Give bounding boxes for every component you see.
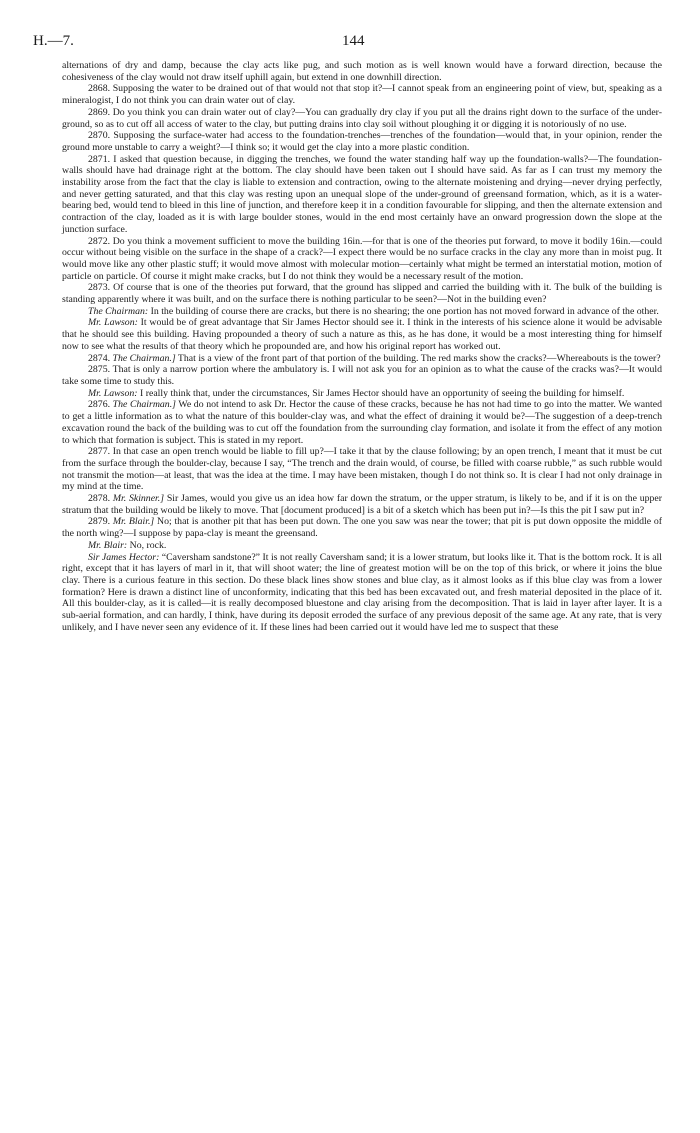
- speaker: The Chairman:: [88, 305, 149, 317]
- speaker: Mr. Lawson:: [88, 387, 138, 399]
- paragraph: 2870. Supposing the surface-water had access to the foundation-trenches—trenches of the foundation—would that, in your opinion, render the ground more unstable to carry a weight?—I think so; it would get the clay into a more plastic condition.: [62, 130, 662, 153]
- paragraph: 2869. Do you think you can drain water out of clay?—You can gradually dry clay if you put all the drains right down to the surface of the under-ground, so as to cut off all access of water to the clay, but putting drains into clay soil without ploughing it or digging it is notoriously of no use.: [62, 106, 662, 130]
- paragraph: 2868. Supposing the water to be drained out of that would not that stop it?—I cannot speak from an engineering point of view, but, speaking as a mineralogist, I do not think you can drain water out of clay.: [62, 83, 662, 107]
- paragraph: 2876. The Chairman.] We do not intend to ask Dr. Hector the cause of these cracks, because he has not had time to go into the matter. We wanted to get a little information as to what the nature of this boulder-clay was, and what the effect of draining it would be?—The suggestion of a deep-trench excavation round the back of the building was to cut off the foundation from the surrounding clay formation, and isolate it from the effect of any motion to which that formation is subject. This is stated in my report.: [62, 399, 663, 446]
- paragraph: 2872. Do you think a movement sufficient to move the building 16in.—for that is one of the theories put forward, to move it bodily 16in.—could occur without being visible on the surface in the shape of a crack?—I expect there would be no surface cracks in the clay any more than in moist pug. It would move like any other plastic stuff; it would move almost with molecular motion—certainly what might be termed an interstatial motion, motion of particle on particle. Of course it might make cracks, but I do not think they would be a necessary result of the motion.: [62, 235, 662, 282]
- paragraph: 2879. Mr. Blair.] No; that is another pit that has been put down. The one you saw was near the tower; that pit is put down opposite the middle of the north wing?—I suppose by papa-clay is meant the greensand.: [62, 516, 662, 540]
- paragraph: 2871. I asked that question because, in digging the trenches, we found the water standing half way up the foundation-walls?—The foundation-walls should have had drainage right at the bottom. The clay should have been taken out I should have said. As far as I can trust my memory the instability arose from the fact that the clay is liable to extension and contraction, owing to the alternate moistening and drying—never drying perfectly, and never getting saturated, and that this clay was resting upon an unequal slope of the under-ground of greensand formation, which, as it is a water-bearing bed, would tend to bleed in this line of junction, and therefore keep it in a condition favourable for slipping, and then the alternate extension and contraction of the clay, loaded as it is with large boulder stones, would in the end most certainly have an onward progression down the slope at the junction surface.: [62, 153, 662, 235]
- paragraph: Mr. Lawson: It would be of great advantage that Sir James Hector should see it. I think in the interests of his science alone it would be advisable that he should see this building. Having propounded a theory of such a nature as this, as he has done, it would be a most interesting thing for himself now to see what the results of that theory which he propounded are, and how his original report has worked out.: [62, 317, 662, 352]
- paragraph: Mr. Blair: No, rock.: [88, 539, 167, 551]
- speaker: Sir James Hector:: [88, 551, 160, 563]
- paragraph: 2878. Mr. Skinner.] Sir James, would you give us an idea how far down the stratum, or the upper stratum, is likely to be, and if it is on the upper stratum that the building would be likely to move. That [document produced] is a bit of a sketch which has been put in?—Is this the pit I saw put in?: [62, 493, 663, 516]
- speaker: Mr. Lawson:: [88, 317, 138, 329]
- paragraph: 2875. That is only a narrow portion where the ambulatory is. I will not ask you for an opinion as to what the cause of the cracks was?—It would take some time to study this.: [62, 364, 662, 387]
- page-header: [33, 33, 662, 60]
- speaker: The Chairman.]: [112, 352, 176, 364]
- paper-reference: H.—7.: [33, 33, 74, 49]
- speaker: Mr. Blair:: [88, 539, 128, 551]
- speaker: The Chairman.]: [112, 399, 176, 411]
- paragraph: 2873. Of course that is one of the theories put forward, that the ground has slipped and carried the building with it. The bulk of the building is standing apparently where it was built, and on the surface there is nothing particular to be seen?—Not in the building even?: [62, 282, 662, 306]
- paragraph: 2874. The Chairman.] That is a view of the front part of that portion of the building. The red marks show the cracks?—Whereabouts is the tower?: [88, 352, 661, 364]
- paragraph: alternations of dry and damp, because the clay acts like pug, and such motion as is well known would have a forward direction, because the cohesiveness of the clay would not draw itself uphill again, but extend in one downhill direction.: [62, 60, 662, 83]
- page-number: 144: [342, 33, 365, 49]
- speaker: Mr. Skinner.]: [112, 493, 165, 505]
- body-text: [62, 60, 662, 633]
- paragraph: The Chairman: In the building of course there are cracks, but there is no shearing; the one portion has not moved forward in advance of the other.: [88, 305, 659, 317]
- paragraph: Mr. Lawson: I really think that, under the circumstances, Sir James Hector should have an opportunity of seeing the building for himself.: [88, 387, 625, 399]
- speaker: Mr. Blair.]: [112, 516, 155, 528]
- paragraph: 2877. In that case an open trench would be liable to fill up?—I take it that by the clause following; by an open trench, I meant that it must be cut from the surface through the boulder-clay, because I say, “The trench and the drain would, of course, be filled with coarse rubble,” as such rubble would not transmit the motion—at least, that was the idea at the time. I may have been mistaken, though I do not think so. It is clear I had not only drainage in my mind at the time.: [62, 446, 662, 493]
- paragraph: Sir James Hector: “Caversham sandstone?” It is not really Caversham sand; it is a lower stratum, but looks like it. That is the bottom rock. It is all right, except that it has layers of marl in it, that will shoot water; the line of greatest motion will be on the top of this brick, or where it joins the blue clay. There is a curious feature in this section. Do these black lines show stones and blue clay, as it almost looks as if this blue clay was from a lower formation? Here is drawn a distinct line of unconformity, indicating that this bed has been excavated out, and fresh material deposited in the place of it. All this boulder-clay, as it is called—it is really decomposed bluestone and clay arising from the decomposition. That is laid in layer after layer. It is a sub-aerial formation, and can hardly, I think, have during its deposit erroded the surface of any previous deposit of the same age. At any rate, that is very unlikely, and I have never seen any evidence of it. If these lines had been carried out it would have led me to suspect that these: [62, 551, 662, 633]
